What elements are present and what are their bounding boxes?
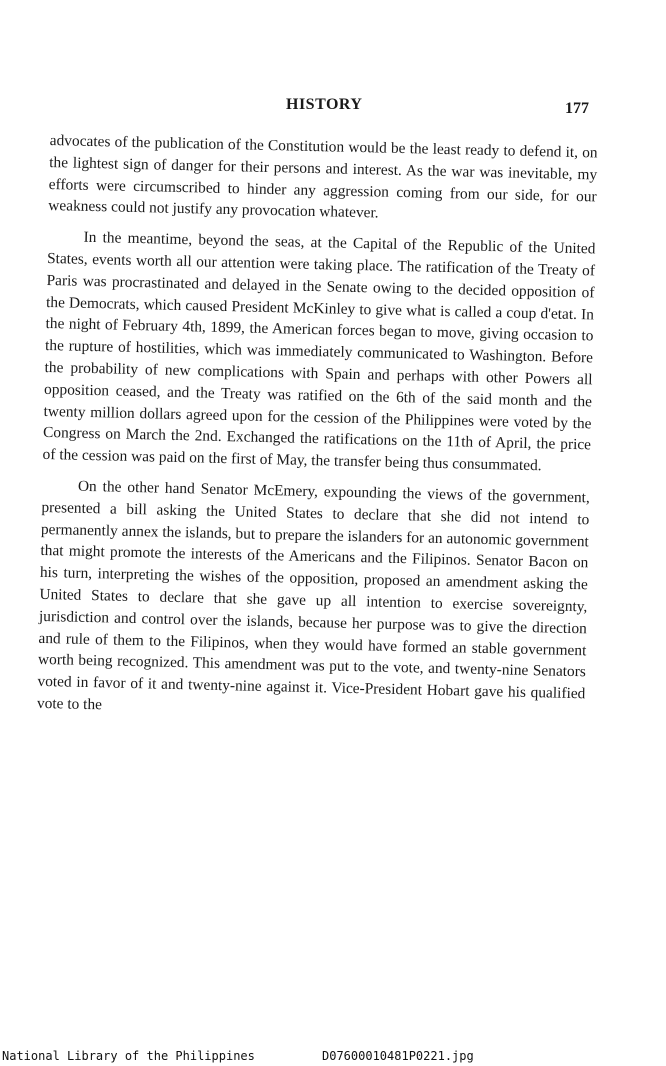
footer-source: National Library of the Philippines: [2, 1049, 255, 1063]
paragraph-1: advocates of the publication of the Constitution would be the least ready to defend it, on the lightest sign of danger for their persons and interest. As the war was inevitable, my efforts were circumscribed to hinder any aggression coming from our side, for our weakness could not justify any provocation whatever.: [48, 131, 598, 222]
page-header: [0, 96, 666, 120]
page-number: 177: [565, 100, 589, 117]
scan-footer: [0, 1049, 666, 1066]
body-text: [37, 130, 598, 736]
paragraph-3: On the other hand Senator McEmery, expounding the views of the government, presented a bill asking the United States to declare that she did not intend to permanently annex the islands, but to prepare the islanders for an autonomic government that might promote the interests of the Americans and the Filipinos. Senator Bacon on his turn, interpreting the wishes of the opposition, proposed an amendment asking the United States to declare that she gave up all intention to exercise sovereignty, jurisdiction and control over the islands, because her purpose was to give the direction and rule of them to the Filipinos, when they would have formed an stable government worth being recognized. This amendment was put to the vote, and twenty-nine Senators voted in favor of it and twenty-nine against it. Vice-President Hobart gave his qualified vote to the: [36, 477, 590, 714]
running-head: HISTORY: [286, 96, 363, 113]
footer-filename: D07600010481P0221.jpg: [322, 1049, 474, 1063]
paragraph-2: In the meantime, beyond the seas, at the Capital of the Republic of the United States, events worth all our attention were taking place. The ratification of the Treaty of Paris was procrastinated and delayed in the Senate owing to the decided opposition of the Democrats, which caused President McKinley to give what is called a coup d'etat. In the night of February 4th, 1899, the American forces began to move, giving occasion to the rupture of hostilities, which was immediately communicated to Washington. Before the probability of new complications with Spain and perhaps with other Powers all opposition ceased, and the Treaty was ratified on the 6th of the said month and the twenty million dollars agreed upon for the cession of the Philippines were voted by the Congress on March the 2nd. Exchanged the ratifications on the 11th of April, the price of the cession was paid on the first of May, the transfer being thus consummated.: [42, 228, 596, 475]
